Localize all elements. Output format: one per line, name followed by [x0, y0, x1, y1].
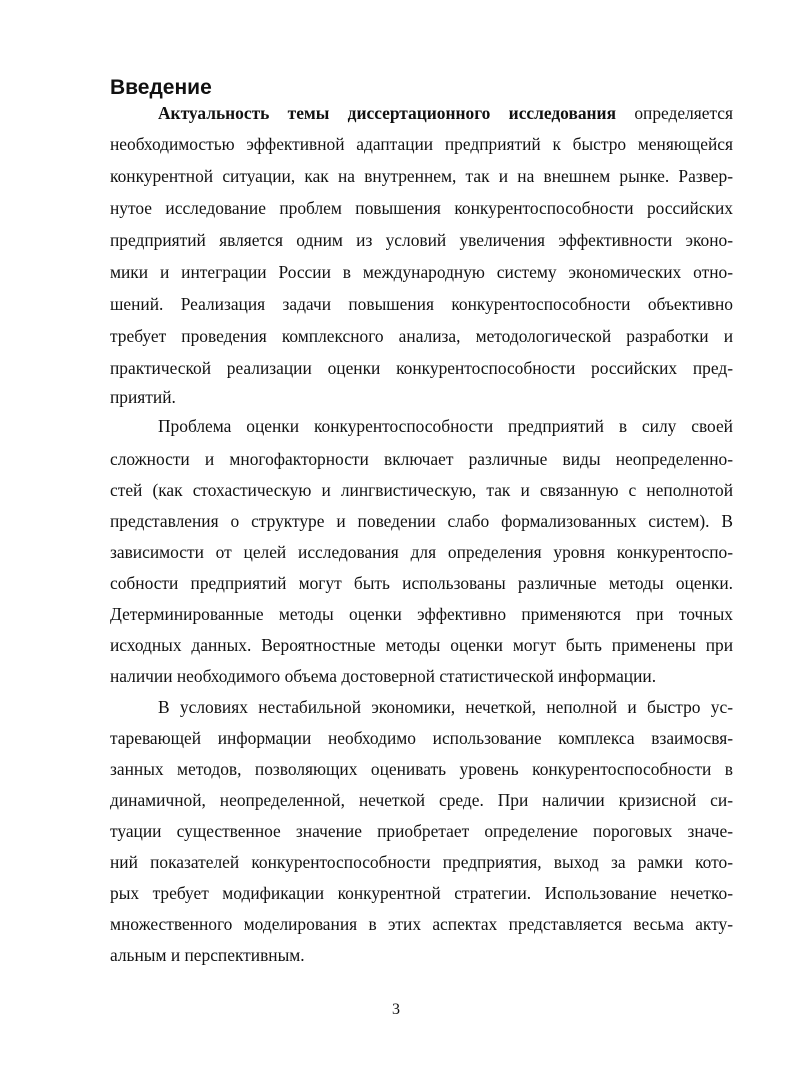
paragraph-1-line-2: необходимостью эффективной адаптации предприятий к быстро меняющейся	[110, 134, 733, 154]
paragraph-1-line-10: приятий.	[110, 387, 176, 407]
paragraph-1-line-8: требует проведения комплексного анализа, методологической разработки и	[110, 326, 733, 346]
section-heading: Введение	[110, 76, 212, 99]
page-number: 3	[392, 1001, 400, 1018]
paragraph-3-line-9: альным и перспективным.	[110, 945, 305, 965]
paragraph-2-line-9: наличии необходимого объема достоверной статистической информации.	[110, 666, 657, 686]
paragraph-3-line-2: таревающей информации необходимо использование комплекса взаимосвя-	[110, 728, 733, 748]
paragraph-1-line-6: мики и интеграции России в международную систему экономических отно-	[110, 262, 733, 282]
paragraph-3-line-3: занных методов, позволяющих оценивать уровень конкурентоспособности в	[110, 759, 733, 779]
paragraph-3-line-4: динамичной, неопределенной, нечеткой среде. При наличии кризисной си-	[110, 790, 733, 810]
paragraph-2-line-6: собности предприятий могут быть использованы различные методы оценки.	[110, 573, 733, 593]
paragraph-3-line-6: ний показателей конкурентоспособности предприятия, выход за рамки кото-	[110, 852, 733, 872]
paragraph-2-line-3: стей (как стохастическую и лингвистическую, так и связанную с неполнотой	[110, 480, 733, 500]
paragraph-1-line-5: предприятий является одним из условий увеличения эффективности эконо-	[110, 230, 733, 250]
paragraph-1-lead: Актуальность темы диссертационного исследования	[158, 103, 616, 123]
paragraph-1-line-9: практической реализации оценки конкурентоспособности российских пред-	[110, 358, 733, 378]
paragraph-2-line-8: исходных данных. Вероятностные методы оценки могут быть применены при	[110, 635, 733, 655]
paragraph-1-line-4: нутое исследование проблем повышения конкурентоспособности российских	[110, 198, 733, 218]
paragraph-1-line-3: конкурентной ситуации, как на внутреннем, так и на внешнем рынке. Развер-	[110, 166, 733, 186]
paragraph-2-line-2: сложности и многофакторности включает различные виды неопределенно-	[110, 449, 733, 469]
paragraph-1-line-7: шений. Реализация задачи повышения конкурентоспособности объективно	[110, 294, 733, 314]
paragraph-3-line-5: туации существенное значение приобретает определение пороговых значе-	[110, 821, 733, 841]
paragraph-2-line-5: зависимости от целей исследования для определения уровня конкурентоспо-	[110, 542, 733, 562]
paragraph-2-line-1: Проблема оценки конкурентоспособности предприятий в силу своей	[158, 416, 733, 436]
paragraph-3-line-7: рых требует модификации конкурентной стратегии. Использование нечетко-	[110, 883, 733, 903]
paragraph-1-line-1-text: определяется	[616, 103, 734, 123]
paragraph-3-line-1: В условиях нестабильной экономики, нечеткой, неполной и быстро ус-	[158, 697, 733, 717]
paragraph-2-line-7: Детерминированные методы оценки эффективно применяются при точных	[110, 604, 733, 624]
paragraph-1-line-1	[158, 102, 733, 124]
paragraph-2-line-4: представления о структуре и поведении слабо формализованных систем). В	[110, 511, 733, 531]
paragraph-3-line-8: множественного моделирования в этих аспектах представляется весьма акту-	[110, 914, 733, 934]
